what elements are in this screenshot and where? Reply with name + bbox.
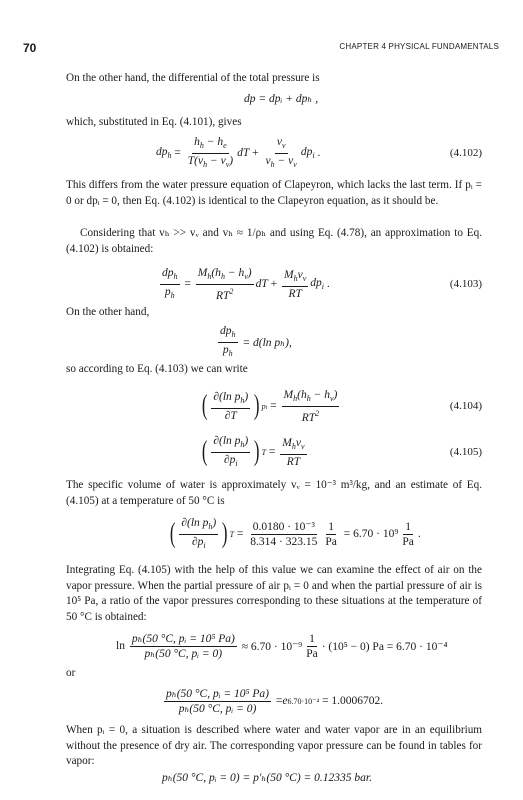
fraction: $\frac{M_hv_v}{RT}$ bbox=[282, 436, 305, 468]
page-number: 70 bbox=[23, 41, 37, 55]
paragraph-so-according: so according to Eq. (4.103) we can write bbox=[66, 363, 248, 375]
equation-number: (4.103) bbox=[449, 278, 482, 290]
fraction: $\frac{\partial(\ln p_h)}{\partial p_i}$ bbox=[213, 434, 249, 468]
fraction: $\frac{1}{Pa}$ bbox=[325, 520, 337, 548]
equation-log-ratio bbox=[66, 626, 482, 666]
paragraph-intro: On the other hand, the differential of the total pressure is bbox=[66, 72, 320, 84]
running-head: CHAPTER 4 PHYSICAL FUNDAMENTALS bbox=[339, 42, 499, 51]
paragraph-integrating: Integrating Eq. (4.105) with the help of this value we can examine the effect of air on the vapor pressure. When the partial pressure of air pᵢ = 0 and when the partial pressure of air is 10⁵ Pa, a ratio of the vapor pressures corresponding to these situations at the temperature of 50 °C is obtained: bbox=[66, 564, 482, 624]
equation-body: ( $\frac{\partial(\ln p_h)}{\partial p_i}$ ) T = $\frac{\text{0.0180 · 10⁻³}}{8.314 \cdot 323.15}$ $\frac{1}{Pa}$ = 6.70 · 10⁹ $\frac{1}{Pa}$ . bbox=[169, 516, 421, 550]
fraction: $\frac{\text{pₕ(50 °C, pᵢ = 10⁵ Pa)}}{\text{pₕ(50 °C, pᵢ = 0)}}$ bbox=[166, 687, 270, 715]
fraction: $\frac{dp_h}{p_h}$ bbox=[162, 266, 178, 300]
equation-body: $\frac{dp_h}{p_h}$ = $\frac{M_h(h_h - h_v)}{RT^2}$ dT + $\frac{M_hv_v}{RT}$ $dp_i$ . bbox=[162, 266, 330, 302]
equation-4-103 bbox=[66, 264, 482, 304]
equation-body: ( $\frac{\partial(\ln p_h)}{\partial T}$ ) pi = $\frac{M_h(h_h - h_v)}{RT^2}$ bbox=[201, 388, 338, 424]
fraction: $\frac{M_hv_v}{RT}$ bbox=[284, 268, 307, 300]
equation-text: pₕ(50 °C, pᵢ = 0) = p′ₕ(50 °C) = 0.12335 bar. bbox=[162, 772, 372, 784]
equation-4-105 bbox=[66, 430, 482, 474]
equation-body: $\frac{dp_h}{p_h}$ = d(ln pₕ), bbox=[220, 324, 292, 358]
fraction: $\frac{M_h(h_h - h_v)}{RT^2}$ bbox=[283, 388, 338, 424]
paragraph-or: or bbox=[66, 667, 76, 679]
paragraph-equilibrium: When pᵢ = 0, a situation is described where water and water vapor are in an equilibrium without the presence of dry air. The corresponding vapor pressure can be found in tables for vapor: bbox=[66, 724, 482, 768]
fraction: $\frac{dp_h}{p_h}$ bbox=[220, 324, 236, 358]
equation-4-102 bbox=[66, 133, 482, 173]
paragraph-approximation: Considering that vₕ >> vᵥ and vₕ ≈ 1/ρₕ and using Eq. (4.78), an approximation to Eq. (4.102) is obtained: bbox=[66, 227, 482, 255]
paragraph-specific-volume: The specific volume of water is approximately vᵥ = 10⁻³ m³/kg, and an estimate of Eq. (4.105) at a temperature of 50 °C is bbox=[66, 479, 482, 507]
equation-body: $\frac{\text{pₕ(50 °C, pᵢ = 10⁵ Pa)}}{\text{pₕ(50 °C, pᵢ = 0)}}$ = e 6.70·10⁻⁴ = 1.0006702. bbox=[166, 687, 384, 715]
equation-4-104 bbox=[66, 384, 482, 428]
fraction: $\frac{1}{Pa}$ bbox=[402, 520, 414, 548]
fraction: $\frac{\text{0.0180 · 10⁻³}}{8.314 \cdot 323.15}$ bbox=[250, 520, 318, 548]
fraction: $\frac{h_h - h_e}{T(v_h - v_v)}$ bbox=[187, 135, 234, 169]
equation-log-derivative bbox=[66, 323, 482, 361]
fraction: $\frac{\text{pₕ(50 °C, pᵢ = 10⁵ Pa)}}{\text{pₕ(50 °C, pᵢ = 0)}}$ bbox=[131, 632, 235, 660]
equation-total-pressure bbox=[66, 84, 482, 112]
equation-final bbox=[66, 764, 482, 790]
equation-body: $dp_h$ = $\frac{h_h - h_e}{T(v_h - v_v)}$ dT + $\frac{v_v}{v_h - v_v}$ $dp_i$ . bbox=[156, 135, 321, 169]
paragraph-other-hand: On the other hand, bbox=[66, 306, 150, 318]
paragraph-clapeyron: This differs from the water pressure equation of Clapeyron, which lacks the last term. If pᵢ = 0 or dpᵢ = 0, then Eq. (4.102) is identical to the Clapeyron equation, as it should be. bbox=[66, 179, 482, 207]
fraction: $\frac{M_h(h_h - h_v)}{RT^2}$ bbox=[197, 266, 252, 302]
fraction: $\frac{\partial(\ln p_h)}{\partial p_i}$ bbox=[181, 516, 217, 550]
equation-ratio bbox=[66, 681, 482, 721]
equation-number: (4.102) bbox=[449, 147, 482, 159]
fraction: $\frac{\partial(\ln p_h)}{\partial T}$ bbox=[213, 390, 249, 422]
equation-number: (4.105) bbox=[449, 446, 482, 458]
fraction: $\frac{1}{Pa}$ bbox=[306, 632, 318, 660]
equation-estimate bbox=[66, 512, 482, 556]
fraction: $\frac{v_v}{v_h - v_v}$ bbox=[265, 135, 297, 169]
equation-text: dp = dpᵢ + dpₕ , bbox=[244, 93, 319, 105]
equation-number: (4.104) bbox=[449, 400, 482, 412]
equation-body: ln $\frac{\text{pₕ(50 °C, pᵢ = 10⁵ Pa)}}{\text{pₕ(50 °C, pᵢ = 0)}}$ ≈ 6.70 · 10⁻⁹ $\frac{1}{Pa}$ · (10⁵ − 0) Pa = 6.70 · 10⁻⁴ bbox=[116, 632, 448, 660]
equation-body: ( $\frac{\partial(\ln p_h)}{\partial p_i}$ ) T = $\frac{M_hv_v}{RT}$ bbox=[201, 434, 305, 468]
paragraph-substitution: which, substituted in Eq. (4.101), gives bbox=[66, 116, 242, 128]
